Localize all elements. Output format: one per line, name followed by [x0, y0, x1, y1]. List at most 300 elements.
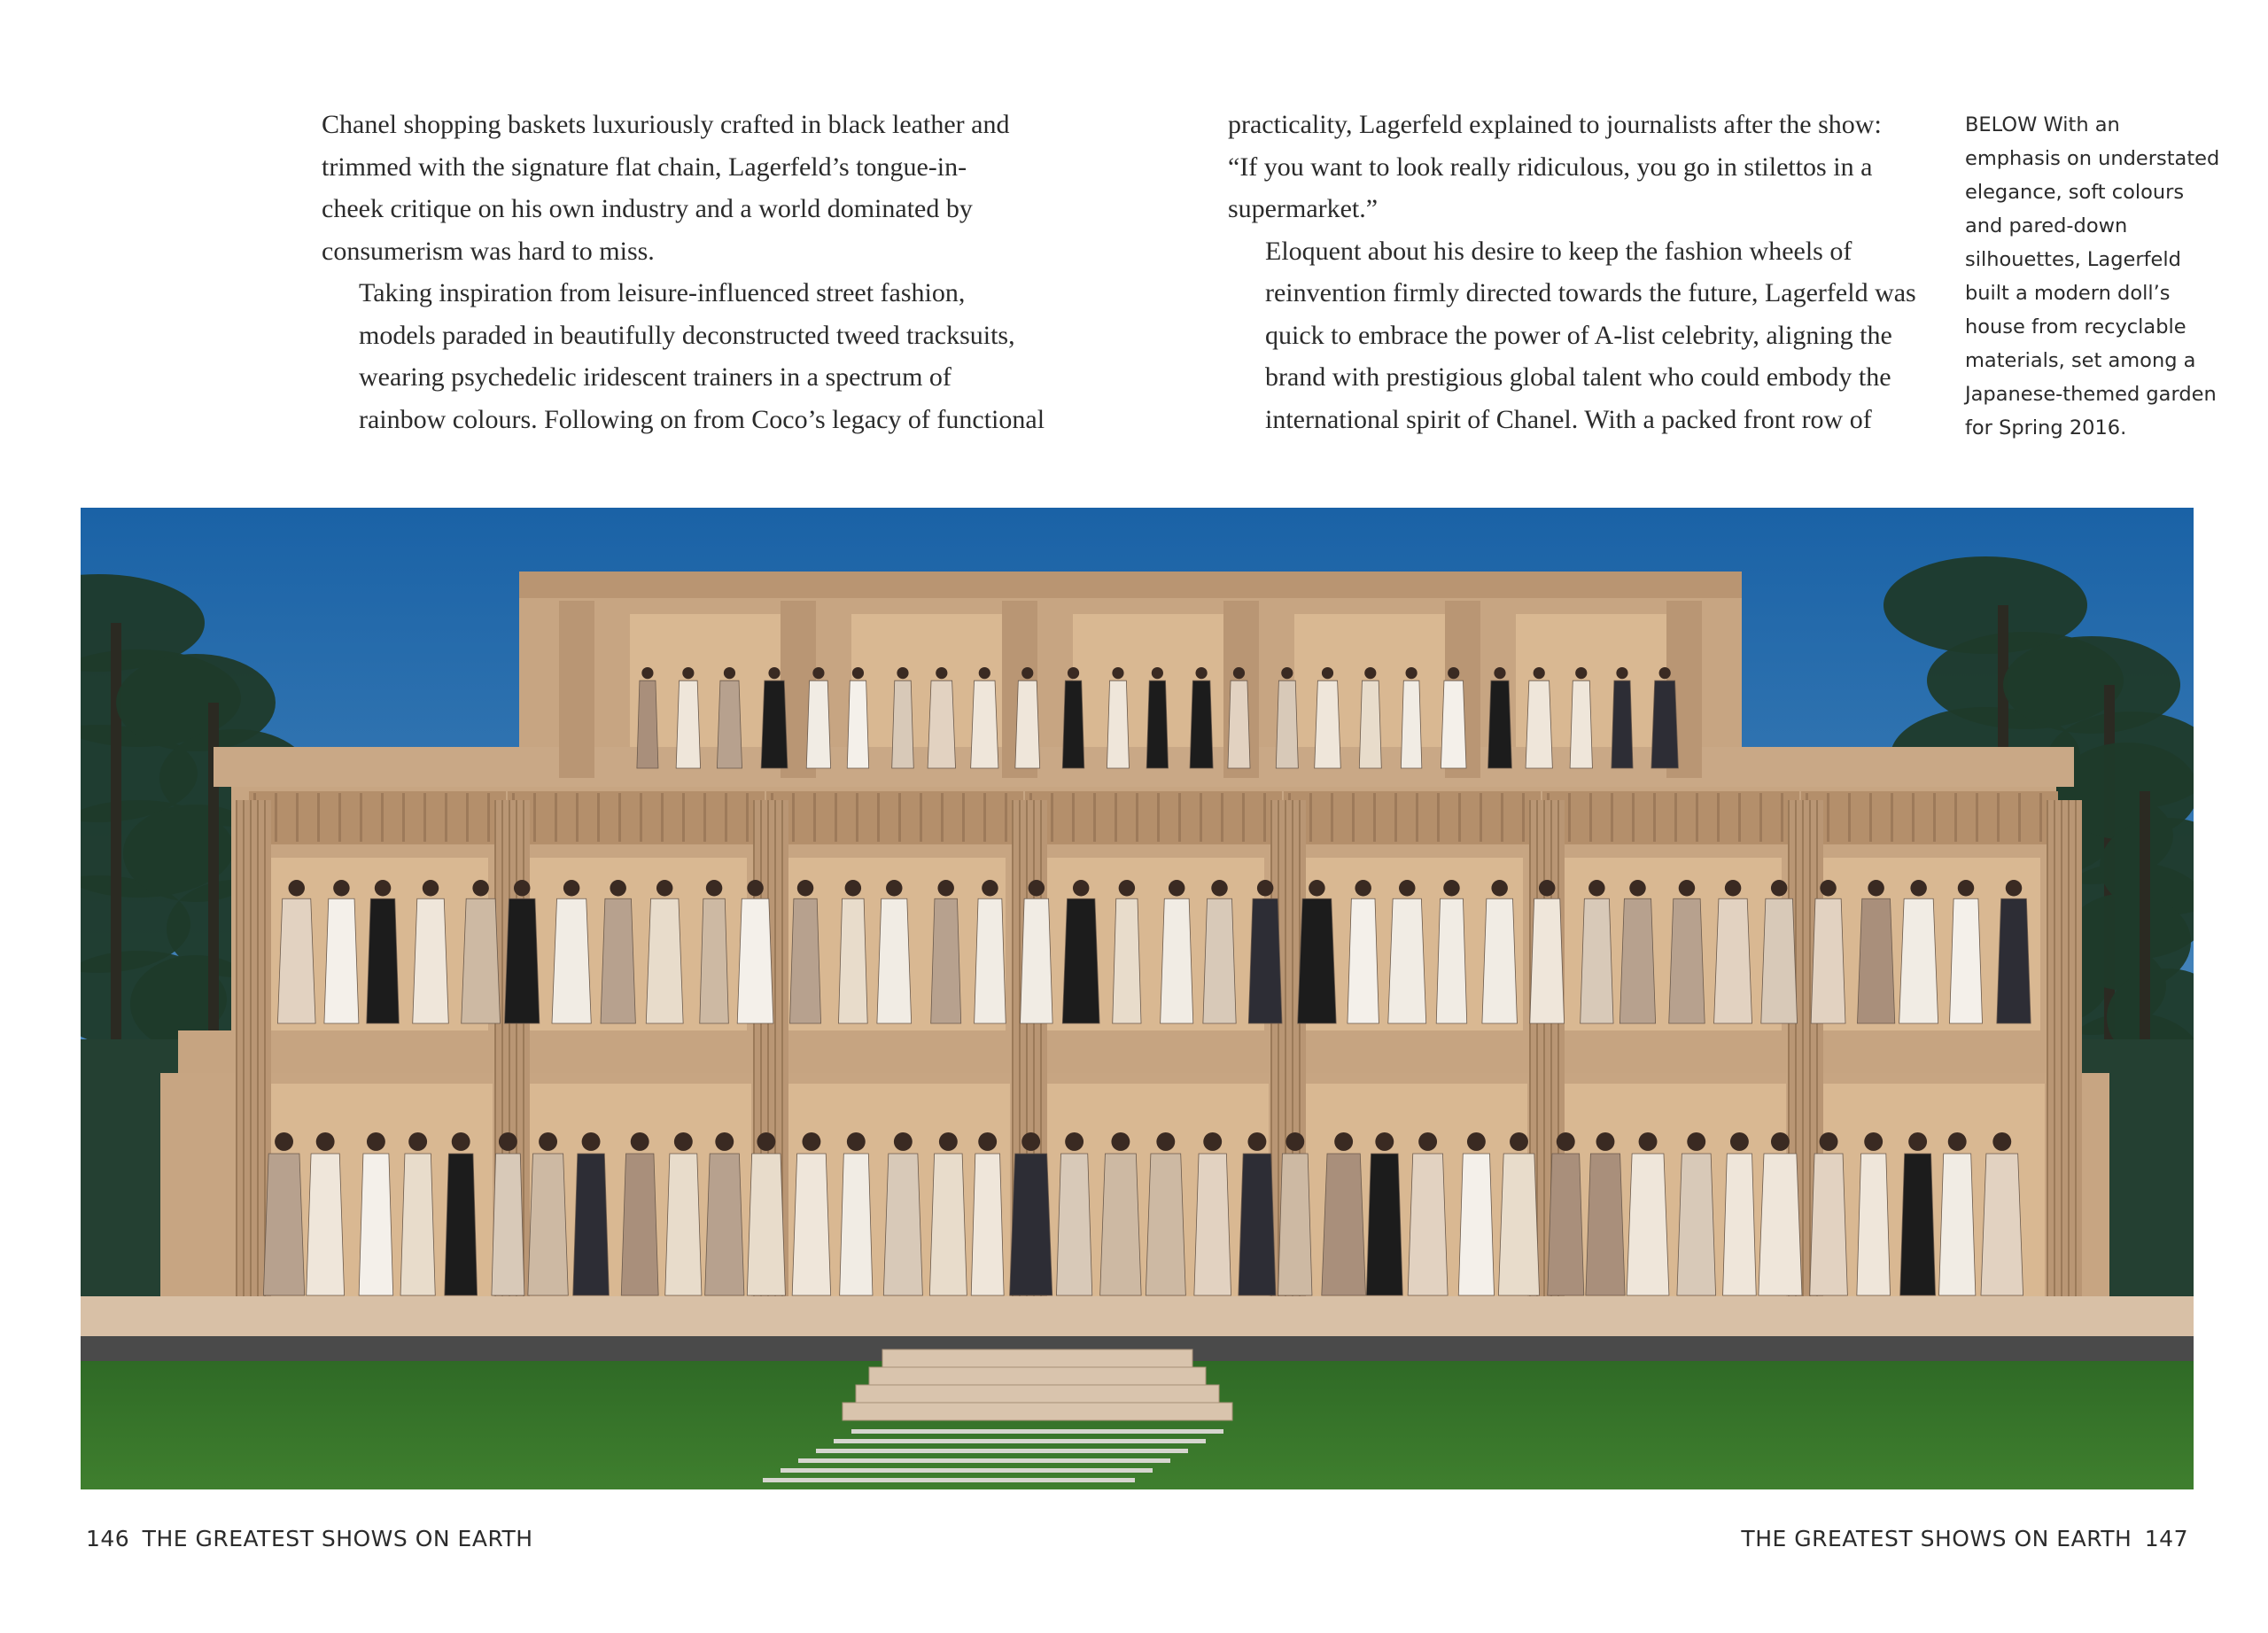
model-outfit [1161, 898, 1193, 1023]
model-outfit [1366, 1154, 1402, 1295]
louvre-slat [1157, 793, 1160, 842]
model-outfit [1248, 898, 1282, 1023]
louvre-slat [533, 793, 536, 842]
model-outfit [1228, 680, 1250, 768]
louvre-slat [1458, 793, 1461, 842]
model-head [1355, 880, 1371, 896]
model-outfit [971, 680, 998, 768]
model-outfit [445, 1154, 478, 1295]
model-head [1868, 880, 1884, 896]
model-head [757, 1132, 775, 1151]
louvre-slat [746, 793, 749, 842]
model-head [1309, 880, 1324, 896]
louvre-slat [703, 793, 706, 842]
text-line: rainbow colours. Following on from Coco’s legacy of functional [359, 404, 1045, 434]
model-head [1730, 1132, 1749, 1151]
text-line: wearing psychedelic iridescent trainers in a spectrum of [359, 362, 951, 392]
model-outfit [637, 680, 658, 768]
model-outfit [1723, 1154, 1757, 1295]
caption-line: elegance, soft colours [1965, 181, 2185, 204]
model-head [1557, 1132, 1575, 1151]
model-outfit [307, 1154, 345, 1295]
louvre-slat [1674, 793, 1677, 842]
model-head [1948, 1132, 1967, 1151]
photo-caption [1965, 108, 2231, 445]
model-head [1119, 880, 1135, 896]
text-line: cheek critique on his own industry and a world dominated by [322, 194, 973, 223]
louvre-slat [1136, 793, 1138, 842]
stair-step [856, 1385, 1219, 1403]
model-head [1575, 667, 1587, 679]
deck [81, 1296, 2194, 1336]
model-outfit [505, 898, 540, 1023]
model-head [1285, 1132, 1304, 1151]
model-head [1068, 667, 1079, 679]
model-outfit [806, 680, 830, 768]
model-outfit [359, 1154, 393, 1295]
model-outfit [1458, 1154, 1494, 1295]
model-outfit [1146, 680, 1168, 768]
louvre-slat [1827, 793, 1829, 842]
model-head [1687, 1132, 1705, 1151]
model-outfit [413, 898, 449, 1023]
model-outfit [1482, 898, 1518, 1023]
paragraph [322, 104, 1057, 272]
model-head [1910, 880, 1926, 896]
model-outfit [792, 1154, 830, 1295]
page-number-right: 147 [2144, 1526, 2188, 1551]
model-head [1448, 667, 1459, 679]
louvre-slat [1331, 793, 1333, 842]
model-head [1322, 667, 1333, 679]
model-head [656, 880, 672, 896]
louvre-slat [1848, 793, 1851, 842]
model-head [1111, 1132, 1130, 1151]
model-outfit [1062, 680, 1084, 768]
model-outfit [462, 898, 501, 1023]
model-head [897, 667, 908, 679]
model-outfit [1056, 1154, 1091, 1295]
louvre-slat [1717, 793, 1720, 842]
louvre-slat [1416, 793, 1418, 842]
model-head [1992, 1132, 2011, 1151]
model-outfit [324, 898, 359, 1023]
louvre-slat [1200, 793, 1202, 842]
model-outfit [717, 680, 742, 768]
model-outfit [1526, 680, 1552, 768]
pillar-slat [2054, 800, 2055, 1305]
louvre-slat [1653, 793, 1656, 842]
model-head [936, 667, 947, 679]
louvre-slat [466, 793, 469, 842]
model-outfit [1530, 898, 1565, 1023]
pillar-slat [2068, 800, 2070, 1305]
model-head [2006, 880, 2022, 896]
model-outfit [676, 680, 700, 768]
model-head [1771, 880, 1787, 896]
caption-line: house from recyclable [1965, 315, 2186, 338]
model-outfit [929, 1154, 967, 1295]
model-outfit [1194, 1154, 1231, 1295]
model-outfit [1203, 898, 1236, 1023]
louvre-slat [381, 793, 384, 842]
louvre-slat [661, 793, 664, 842]
model-head [886, 880, 902, 896]
model-head [367, 1132, 385, 1151]
model-outfit [1857, 898, 1894, 1023]
model-head [768, 667, 780, 679]
model-outfit [1021, 898, 1053, 1023]
model-outfit [877, 898, 912, 1023]
model-outfit [1436, 898, 1467, 1023]
model-outfit [1899, 898, 1938, 1023]
model-outfit [1857, 1154, 1891, 1295]
louvre-slat [487, 793, 490, 842]
model-head [1112, 667, 1123, 679]
louvre-slat [792, 793, 795, 842]
model-outfit [1488, 680, 1512, 768]
model-head [1616, 667, 1627, 679]
model-head [472, 880, 488, 896]
model-head [1820, 880, 1836, 896]
model-outfit [928, 680, 955, 768]
model-head [812, 667, 824, 679]
model-head [1021, 1132, 1040, 1151]
louvre-slat [1115, 793, 1117, 842]
model-outfit [1939, 1154, 1976, 1295]
model-outfit [883, 1154, 922, 1295]
model-head [682, 667, 694, 679]
louvre-slat [920, 793, 922, 842]
model-head [275, 1132, 293, 1151]
model-head [979, 667, 990, 679]
stepping-stone [834, 1439, 1206, 1443]
pillar-slat [1543, 800, 1545, 1305]
model-outfit [1107, 680, 1129, 768]
model-head [333, 880, 349, 896]
text-line: trimmed with the signature flat chain, Lagerfeld’s tongue-in- [322, 152, 967, 182]
model-head [408, 1132, 427, 1151]
louvre-slat [983, 793, 986, 842]
model-outfit [528, 1154, 568, 1295]
model-head [802, 1132, 820, 1151]
louvre-slat [941, 793, 944, 842]
stair-step [882, 1349, 1192, 1367]
model-outfit [1315, 680, 1341, 768]
model-outfit [1714, 898, 1752, 1023]
model-outfit [737, 898, 773, 1023]
runway-photo [81, 508, 2194, 1489]
model-head [1771, 1132, 1790, 1151]
model-head [1510, 1132, 1528, 1151]
louvre-slat [1976, 793, 1978, 842]
model-head [1679, 880, 1695, 896]
model-head [641, 667, 653, 679]
model-outfit [1810, 1154, 1848, 1295]
model-outfit [1581, 898, 1613, 1023]
model-outfit [1441, 680, 1466, 768]
text-line: brand with prestigious global talent who could embody the [1265, 362, 1891, 392]
louvre-slat [835, 793, 837, 842]
paragraph [322, 272, 1057, 440]
page-number-left: 146 [86, 1526, 130, 1551]
louvre-slat [296, 793, 299, 842]
louvre-slat [898, 793, 901, 842]
model-outfit [1981, 1154, 2023, 1295]
model-outfit [263, 1154, 304, 1295]
model-head [852, 667, 864, 679]
model-outfit [700, 898, 729, 1023]
model-head [1725, 880, 1741, 896]
louvre-slat [1263, 793, 1266, 842]
model-outfit [971, 1154, 1004, 1295]
louvre-slat [555, 793, 557, 842]
louvre-slat [1394, 793, 1397, 842]
model-outfit [1146, 1154, 1185, 1295]
model-head [1406, 667, 1418, 679]
model-outfit [1627, 1154, 1669, 1295]
model-head [715, 1132, 734, 1151]
louvre-slat [338, 793, 341, 842]
model-head [674, 1132, 693, 1151]
model-outfit [1651, 680, 1678, 768]
louvre-slat [1309, 793, 1312, 842]
text-line: consumerism was hard to miss. [322, 236, 655, 266]
model-head [1467, 1132, 1486, 1151]
louvre-slat [1738, 793, 1741, 842]
model-outfit [1062, 898, 1099, 1023]
louvre-slat [813, 793, 816, 842]
louvre-slat [1072, 793, 1075, 842]
model-head [1659, 667, 1671, 679]
model-head [499, 1132, 517, 1151]
model-outfit [931, 898, 961, 1023]
model-head [423, 880, 439, 896]
model-head [1494, 667, 1505, 679]
pillar-slat [2061, 800, 2062, 1305]
model-head [978, 1132, 997, 1151]
model-outfit [1100, 1154, 1141, 1295]
model-head [1908, 1132, 1927, 1151]
model-head [1364, 667, 1376, 679]
louvre-slat [1522, 793, 1525, 842]
model-head [316, 1132, 335, 1151]
model-outfit [1190, 680, 1213, 768]
model-head [1152, 667, 1163, 679]
model-outfit [621, 1154, 658, 1295]
paragraph [1228, 104, 1928, 230]
pillar-slat [523, 800, 524, 1305]
louvre-slat [1781, 793, 1783, 842]
stepping-stone [851, 1429, 1223, 1434]
louvre-slat [1501, 793, 1503, 842]
model-outfit [1759, 1154, 1802, 1295]
model-head [894, 1132, 913, 1151]
louvre-slat [1437, 793, 1440, 842]
louvre-slat [1480, 793, 1482, 842]
text-line: international spirit of Chanel. With a packed front row of [1265, 404, 1872, 434]
model-outfit [492, 1154, 524, 1295]
model-head [289, 880, 305, 896]
louvre-slat [1373, 793, 1376, 842]
model-outfit [975, 898, 1006, 1023]
model-head [982, 880, 998, 896]
caption-line: Japanese-themed garden [1965, 383, 2217, 406]
model-outfit [1359, 680, 1381, 768]
model-head [797, 880, 813, 896]
model-head [1211, 880, 1227, 896]
model-head [1539, 880, 1555, 896]
model-head [1247, 1132, 1266, 1151]
model-head [1629, 880, 1645, 896]
model-outfit [1570, 680, 1592, 768]
louvre-slat [1869, 793, 1872, 842]
caption-line: BELOW With an [1965, 113, 2120, 136]
caption-line: for Spring 2016. [1965, 416, 2127, 439]
model-outfit [1761, 898, 1798, 1023]
text-line: Chanel shopping baskets luxuriously crafted in black leather and [322, 110, 1010, 139]
running-title-left: THE GREATEST SHOWS ON EARTH [142, 1526, 533, 1551]
text-line: Eloquent about his desire to keep the fashion wheels of [1265, 236, 1852, 266]
louvre-slat [618, 793, 621, 842]
louvre-slat [597, 793, 600, 842]
model-outfit [665, 1154, 702, 1295]
stepping-stone [798, 1458, 1170, 1463]
model-outfit [601, 898, 635, 1023]
model-head [1169, 880, 1184, 896]
louvre-slat [1568, 793, 1571, 842]
text-line: reinvention firmly directed towards the future, Lagerfeld was [1265, 278, 1916, 307]
text-line: quick to embrace the power of A-list celebrity, aligning the [1265, 320, 1892, 350]
model-outfit [790, 898, 821, 1023]
louvre-slat [1589, 793, 1592, 842]
model-outfit [705, 1154, 744, 1295]
caption-line: built a modern doll’s [1965, 282, 2171, 305]
model-outfit [892, 680, 914, 768]
louvre-slat [1005, 793, 1007, 842]
model-outfit [1322, 1154, 1366, 1295]
model-outfit [838, 898, 867, 1023]
model-head [1334, 1132, 1353, 1151]
model-head [724, 667, 735, 679]
model-head [452, 1132, 470, 1151]
top-pillar [559, 601, 594, 778]
stair-step [869, 1367, 1206, 1385]
folio-left [81, 1526, 533, 1551]
louvre-slat [1997, 793, 2000, 842]
model-outfit [1278, 1154, 1312, 1295]
model-outfit [367, 898, 400, 1023]
model-head [1021, 667, 1033, 679]
text-line: practicality, Lagerfeld explained to journalists after the show: [1228, 110, 1882, 139]
model-head [1065, 1132, 1084, 1151]
model-outfit [1298, 898, 1337, 1023]
pillar-slat [1802, 800, 1804, 1305]
model-outfit [1498, 1154, 1539, 1295]
model-outfit [847, 680, 868, 768]
model-head [631, 1132, 649, 1151]
model-head [1534, 667, 1545, 679]
model-head [1399, 880, 1415, 896]
model-head [1443, 880, 1459, 896]
louvre-slat [317, 793, 320, 842]
louvre-slat [1093, 793, 1096, 842]
dolls-house-set-illustration [81, 508, 2194, 1489]
model-head [1491, 880, 1507, 896]
model-head [1203, 1132, 1222, 1151]
stepping-stone [781, 1468, 1153, 1473]
model-outfit [573, 1154, 610, 1295]
model-head [847, 1132, 866, 1151]
top-roof [519, 572, 1742, 598]
model-outfit [1619, 898, 1655, 1023]
text-line: “If you want to look really ridiculous, you go in stilettos in a [1228, 152, 1873, 182]
model-outfit [1239, 1154, 1276, 1295]
model-outfit [1811, 898, 1845, 1023]
louvre-slat [1611, 793, 1613, 842]
pillar-slat [1278, 800, 1279, 1305]
model-head [539, 1132, 557, 1151]
pillar-slat [236, 800, 237, 1305]
model-outfit [1401, 680, 1421, 768]
louvre-slat [1051, 793, 1053, 842]
louvre-slat [640, 793, 642, 842]
model-head [1596, 1132, 1615, 1151]
louvre-slat [962, 793, 965, 842]
middle-floor-slab [178, 1030, 2065, 1073]
louvre-slat [445, 793, 447, 842]
louvre-slat [1242, 793, 1245, 842]
model-head [1257, 880, 1273, 896]
body-text-right-column [1228, 104, 1928, 440]
model-head [1375, 1132, 1394, 1151]
model-head [1233, 667, 1245, 679]
louvre-slat [576, 793, 579, 842]
model-outfit [1276, 680, 1298, 768]
louvre-slat [1632, 793, 1635, 842]
model-outfit [1113, 898, 1141, 1023]
louvre-slat [1891, 793, 1893, 842]
text-line: models paraded in beautifully deconstructed tweed tracksuits, [359, 320, 1015, 350]
louvre-slat [682, 793, 685, 842]
model-head [514, 880, 530, 896]
model-outfit [761, 680, 788, 768]
model-outfit [1612, 680, 1633, 768]
model-head [375, 880, 391, 896]
pillar-slat [2047, 800, 2048, 1305]
pillar-slat [243, 800, 245, 1305]
text-line: supermarket.” [1228, 194, 1379, 223]
louvre-slat [1954, 793, 1957, 842]
louvre-slat [725, 793, 727, 842]
model-head [563, 880, 579, 896]
model-head [1588, 880, 1604, 896]
model-head [1820, 1132, 1838, 1151]
model-outfit [1586, 1154, 1625, 1295]
model-outfit [552, 898, 591, 1023]
model-head [1156, 1132, 1175, 1151]
louvre-slat [1221, 793, 1223, 842]
model-head [610, 880, 625, 896]
model-head [1195, 667, 1207, 679]
model-outfit [1669, 898, 1705, 1023]
louvre-slat [275, 793, 277, 842]
model-head [1639, 1132, 1658, 1151]
louvre-slat [2018, 793, 2021, 842]
model-head [1958, 880, 1974, 896]
body-text-left-column [322, 104, 1057, 440]
model-head [1281, 667, 1293, 679]
